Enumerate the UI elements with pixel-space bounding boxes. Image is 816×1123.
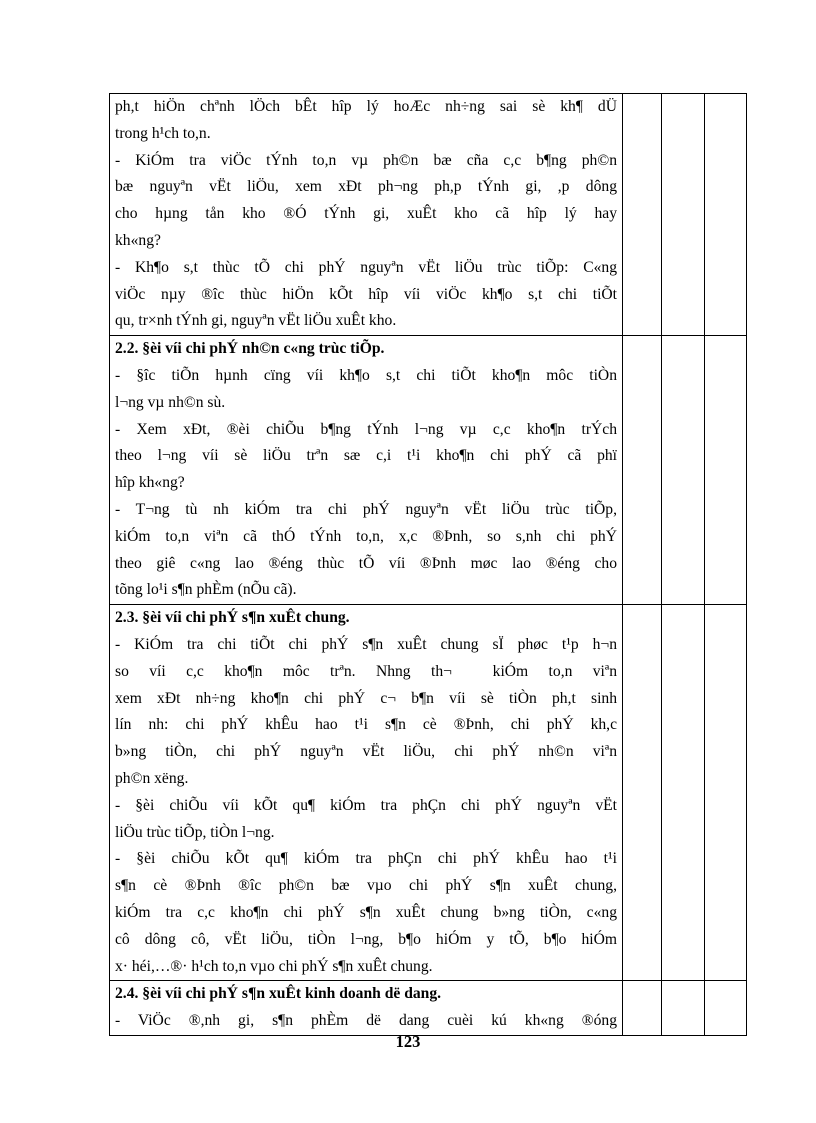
text-line: kiÓm tra c,c kho¶n chi phÝ s¶n xuÊt chung b»ng tiÒn, c«ng — [115, 903, 617, 921]
table-row — [110, 336, 747, 605]
procedure-cell — [110, 94, 623, 336]
table-row — [110, 981, 747, 1036]
text-line: cho hµng tån kho ®Ó tÝnh gi, xuÊt kho cã hîp lý hay — [115, 205, 617, 223]
table-row — [110, 605, 747, 981]
section-heading: 2.4. §èi víi chi phÝ s¶n xuÊt kinh doanh dë dang. — [115, 985, 442, 1003]
text-line: hîp kh«ng? — [115, 474, 185, 492]
procedure-text — [110, 94, 622, 335]
text-line: liÖu trùc tiÕp, tiÒn l¬ng. — [115, 823, 275, 841]
text-line: trong h¹ch to,n. — [115, 124, 211, 142]
check-column-3-cell — [705, 94, 747, 336]
text-line: l¬ng vµ nh©n sù. — [115, 393, 226, 411]
procedure-cell — [110, 605, 623, 981]
table-body — [110, 94, 747, 1036]
check-column-1-cell — [623, 336, 662, 605]
text-line: theo giê c«ng lao ®éng thùc tÕ víi ®Þnh møc lao ®éng cho — [115, 554, 617, 572]
text-line: - Xem xÐt, ®èi chiÕu b¶ng tÝnh l¬ng vµ c,c kho¶n trÝch — [115, 420, 617, 438]
text-line: x· héi,…®· h¹ch to,n vµo chi phÝ s¶n xuÊt chung. — [115, 957, 433, 975]
procedure-text — [110, 605, 622, 980]
text-line: - ViÖc ®,nh gi, s¶n phÈm dë dang cuèi kú kh«ng ®óng — [115, 1012, 617, 1030]
check-column-3-cell — [705, 605, 747, 981]
text-line: ph,t hiÖn chªnh lÖch bÊt hîp lý hoÆc nh÷ng sai sè kh¶ dÜ — [115, 98, 617, 115]
text-line: s¶n cè ®Þnh ®îc ph©n bæ vµo chi phÝ s¶n xuÊt chung, — [115, 877, 617, 895]
text-line: cô dông cô, vËt liÖu, tiÒn l¬ng, b¶o hiÓm y tÕ, b¶o hiÓm — [115, 930, 617, 948]
text-line: xem xÐt nh÷ng kho¶n chi phÝ c¬ b¶n víi sè tiÒn ph,t sinh — [115, 689, 617, 707]
check-column-1-cell — [623, 981, 662, 1036]
page-number: 123 — [395, 1032, 421, 1051]
text-line: kh«ng? — [115, 231, 161, 249]
text-line: - §èi chiÕu kÕt qu¶ kiÓm tra phÇn chi phÝ khÊu hao t¹i — [115, 850, 617, 868]
check-column-2-cell — [662, 981, 705, 1036]
text-line: b»ng tiÒn, chi phÝ nguyªn vËt liÖu, chi phÝ nh©n viªn — [115, 743, 617, 761]
table-row — [110, 94, 747, 336]
text-line: ph©n xëng. — [115, 769, 189, 787]
text-line: bæ nguyªn vËt liÖu, xem xÐt ph¬ng ph,p tÝnh gi, ,p dông — [115, 178, 617, 196]
check-column-2-cell — [662, 94, 705, 336]
text-line: - T¬ng tù nh kiÓm tra chi phÝ nguyªn vËt liÖu trùc tiÕp, — [115, 500, 617, 518]
text-line: - §îc tiÕn hµnh cïng víi kh¶o s,t chi tiÕt kho¶n môc tiÒn — [115, 366, 617, 384]
text-line: qu, tr×nh tÝnh gi, nguyªn vËt liÖu xuÊt kho. — [115, 312, 397, 330]
procedure-text — [110, 336, 622, 604]
check-column-3-cell — [705, 336, 747, 605]
procedure-text — [110, 981, 622, 1035]
text-line: tõng lo¹i s¶n phÈm (nÕu cã). — [115, 581, 297, 599]
text-line: - KiÓm tra chi tiÕt chi phÝ s¶n xuÊt chung sÏ phøc t¹p h¬n — [115, 635, 617, 653]
text-line: theo l¬ng víi sè liÖu trªn sæ c,i t¹i kho¶n chi phÝ cã phï — [115, 447, 617, 465]
check-column-2-cell — [662, 336, 705, 605]
check-column-1-cell — [623, 94, 662, 336]
check-column-2-cell — [662, 605, 705, 981]
text-line: - KiÓm tra viÖc tÝnh to,n vµ ph©n bæ cña c,c b¶ng ph©n — [115, 151, 617, 169]
check-column-1-cell — [623, 605, 662, 981]
procedure-cell — [110, 336, 623, 605]
text-line: lín nh: chi phÝ khÊu hao t¹i s¶n cè ®Þnh, chi phÝ kh,c — [115, 716, 617, 734]
check-column-3-cell — [705, 981, 747, 1036]
audit-procedure-table — [109, 93, 747, 1036]
text-line: kiÓm to,n viªn cã thÓ tÝnh to,n, x,c ®Þnh, so s,nh chi phÝ — [115, 527, 617, 545]
section-heading: 2.3. §èi víi chi phÝ s¶n xuÊt chung. — [115, 609, 350, 627]
text-line: viÖc nµy ®îc thùc hiÖn kÕt hîp víi viÖc kh¶o s,t chi tiÕt — [115, 285, 617, 303]
procedure-cell — [110, 981, 623, 1036]
text-line: so víi c,c kho¶n môc trªn. Nhng th¬ kiÓm to,n viªn — [115, 662, 617, 680]
text-line: - Kh¶o s,t thùc tÕ chi phÝ nguyªn vËt liÖu trùc tiÕp: C«ng — [115, 258, 617, 276]
text-line: - §èi chiÕu víi kÕt qu¶ kiÓm tra phÇn chi phÝ nguyªn vËt — [115, 796, 617, 814]
section-heading: 2.2. §èi víi chi phÝ nh©n c«ng trùc tiÕp. — [115, 340, 385, 358]
